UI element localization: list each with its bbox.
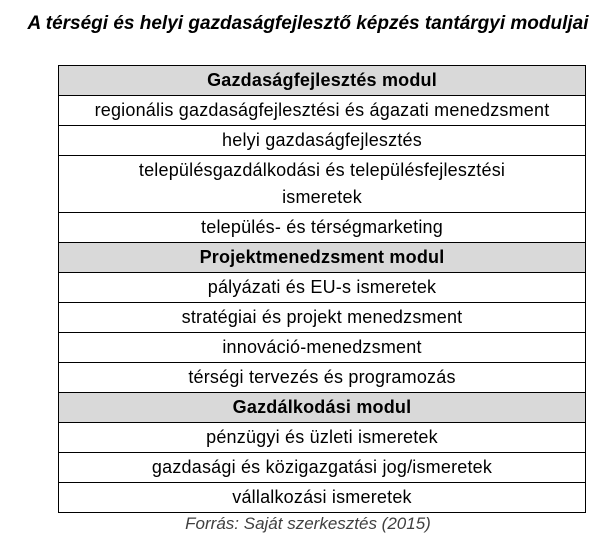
module-header-projektmenedzsment: Projektmenedzsment modul [59, 243, 586, 273]
modules-table [58, 65, 586, 513]
table-row [59, 303, 586, 333]
table-row [59, 333, 586, 363]
table-title: A térségi és helyi gazdaságfejlesztő képzés tantárgyi moduljai [27, 13, 589, 34]
module-item: innováció-menedzsment [59, 333, 586, 363]
module-header-row [59, 243, 586, 273]
table-row [59, 213, 586, 243]
table-row [59, 126, 586, 156]
module-item: település- és térségmarketing [59, 213, 586, 243]
table-row [59, 423, 586, 453]
table-row [59, 273, 586, 303]
module-item: térségi tervezés és programozás [59, 363, 586, 393]
module-header-row [59, 66, 586, 96]
table-row [59, 363, 586, 393]
module-item: pénzügyi és üzleti ismeretek [59, 423, 586, 453]
module-item-text: településgazdálkodási és településfejlesztési ismeretek [138, 160, 506, 207]
module-item: gazdasági és közigazgatási jog/ismeretek [59, 453, 586, 483]
module-item: pályázati és EU-s ismeretek [59, 273, 586, 303]
table-row [59, 156, 586, 213]
module-item: stratégiai és projekt menedzsment [59, 303, 586, 333]
module-header-gazdasagfejlesztes: Gazdaságfejlesztés modul [59, 66, 586, 96]
source-caption: Forrás: Saját szerkesztés (2015) [185, 514, 431, 533]
table-row [59, 96, 586, 126]
module-header-row [59, 393, 586, 423]
module-header-gazdalkodasi: Gazdálkodási modul [59, 393, 586, 423]
table-row [59, 483, 586, 513]
module-item: helyi gazdaságfejlesztés [59, 126, 586, 156]
module-item: regionális gazdaságfejlesztési és ágazati menedzsment [59, 96, 586, 126]
module-item: vállalkozási ismeretek [59, 483, 586, 513]
table-row [59, 453, 586, 483]
module-item [59, 156, 586, 213]
